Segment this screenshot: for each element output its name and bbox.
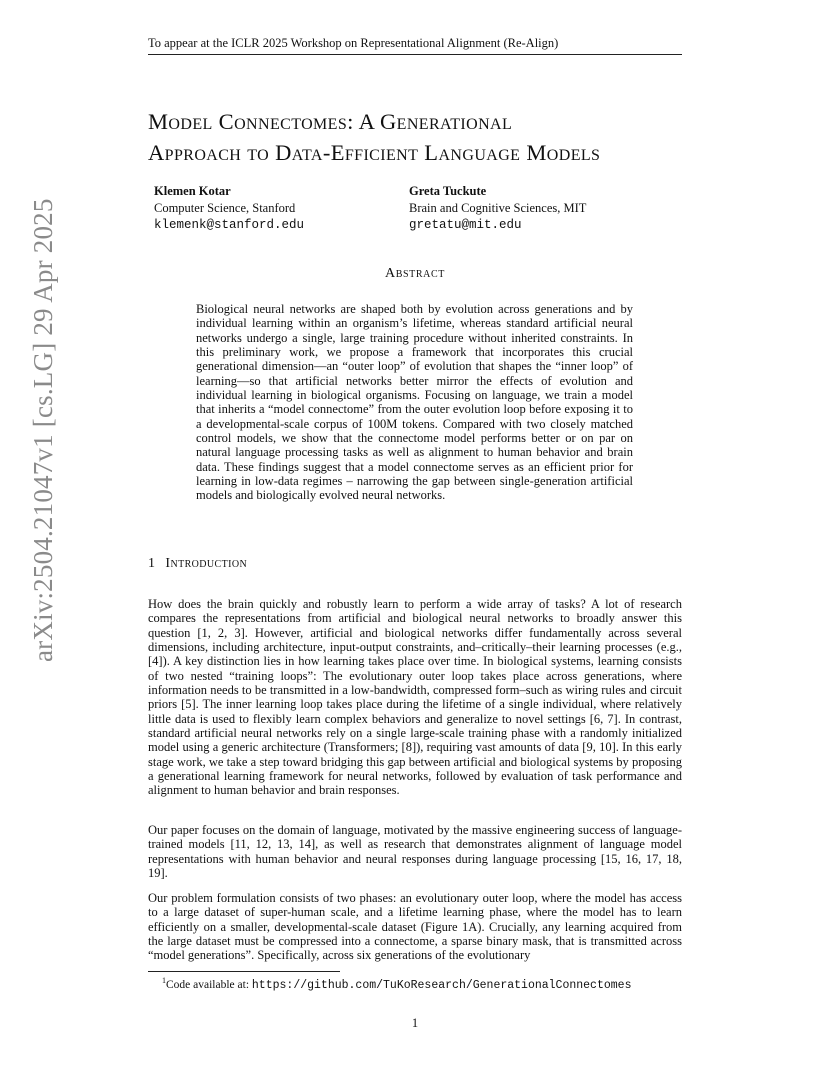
page-number: 1 bbox=[411, 1016, 419, 1030]
title-line: Model Connectomes: A Generational bbox=[148, 109, 513, 134]
footnote-text: Code available at: bbox=[166, 978, 252, 991]
footnote-marker: 1 bbox=[162, 976, 166, 985]
author-email[interactable]: gretatu@mit.edu bbox=[409, 218, 522, 232]
author-block bbox=[409, 183, 586, 234]
arxiv-identifier[interactable]: arXiv:2504.21047v1 [cs.LG] 29 Apr 2025 bbox=[28, 198, 58, 662]
running-header: To appear at the ICLR 2025 Workshop on Representational Alignment (Re-Align) bbox=[148, 36, 682, 55]
abstract-text: Biological neural networks are shaped both by evolution across generations and by individual learning within an organism’s lifetime, whereas standard artificial neural networks undergo a single, large training procedure without inherited constraints. In this preliminary work, we propose a framework that incorporates this crucial generational dimension—an “outer loop” of evolution that shapes the “inner loop” of learning—so that artificial networks better mirror the effects of evolution and individual learning in biological organisms. Focusing on language, we train a model that inherits a “model connectome” from the outer evolution loop before exposing it to a developmental-scale corpus of 100M tokens. Compared with two closely matched control models, we show that the connectome model performs better or on par on natural language processing tasks as well as alignment to human behavior and brain data. These findings suggest that a model connectome serves as an efficient prior for learning in low-data regimes – narrowing the gap between single-generation artificial models and biologically evolved neural networks. bbox=[196, 302, 633, 503]
author-affiliation: Brain and Cognitive Sciences, MIT bbox=[409, 201, 587, 215]
author-name: Greta Tuckute bbox=[409, 184, 487, 198]
code-link[interactable]: https://github.com/TuKoResearch/GenerationalConnectomes bbox=[251, 978, 632, 992]
body-paragraph: How does the brain quickly and robustly learn to perform a wide array of tasks? A lot of research compares the representations from artificial and biological neural networks to broadly answer this question [1, 2, 3]. However, artificial and biological networks differ fundamentally across several dimensions, including architecture, input-output constraints, and–critically–their learning processes (e.g., [4]). A key distinction lies in how learning takes place over time. In biological systems, learning consists of two nested “training loops”: The evolutionary outer loop takes place across generations, where information needs to be transmitted in a low-bandwidth, compressed form–such as wiring rules and circuit priors [5]. The inner learning loop takes place during the lifetime of a single individual, where relatively little data is used to flexibly learn complex behaviors and generalize to novel settings [6, 7]. In contrast, standard artificial neural networks rely on a single large-scale training phase with a randomly initialized model using a generic architecture (Transformers; [8]), requiring vast amounts of data [9, 10]. In this early stage work, we take a step toward bridging this gap between artificial and biological systems by proposing a generational learning framework for neural networks, followed by evaluation of task performance and alignment to human behavior and brain responses. bbox=[148, 597, 682, 798]
author-block bbox=[154, 183, 304, 234]
body-paragraph: Our problem formulation consists of two phases: an evolutionary outer loop, where the model has access to a large dataset of super-human scale, and a lifetime learning phase, where the model has to learn efficiently on a smaller, developmental-scale dataset (Figure 1A). Crucially, any learning acquired from the large dataset must be compressed into a connectome, a sparse binary mask, that is transmitted across “model generations”. Specifically, across six generations of the evolutionary bbox=[148, 891, 682, 963]
paper-title bbox=[148, 106, 708, 168]
title-line: Approach to Data-Efficient Language Models bbox=[148, 140, 601, 165]
footnote bbox=[162, 976, 631, 992]
author-email[interactable]: klemenk@stanford.edu bbox=[154, 218, 305, 232]
body-paragraph: Our paper focuses on the domain of language, motivated by the massive engineering success of language-trained models [11, 12, 13, 14], as well as research that demonstrates alignment of language model representations with human behavior and neural responses during language processing [15, 16, 17, 18, 19]. bbox=[148, 823, 682, 881]
abstract-heading: Abstract bbox=[385, 266, 445, 281]
author-name: Klemen Kotar bbox=[154, 184, 231, 198]
footnote-rule bbox=[148, 971, 340, 972]
section-number: 1 bbox=[148, 556, 156, 571]
section-heading bbox=[148, 556, 247, 572]
author-affiliation: Computer Science, Stanford bbox=[154, 201, 296, 215]
section-title: Introduction bbox=[165, 556, 248, 571]
